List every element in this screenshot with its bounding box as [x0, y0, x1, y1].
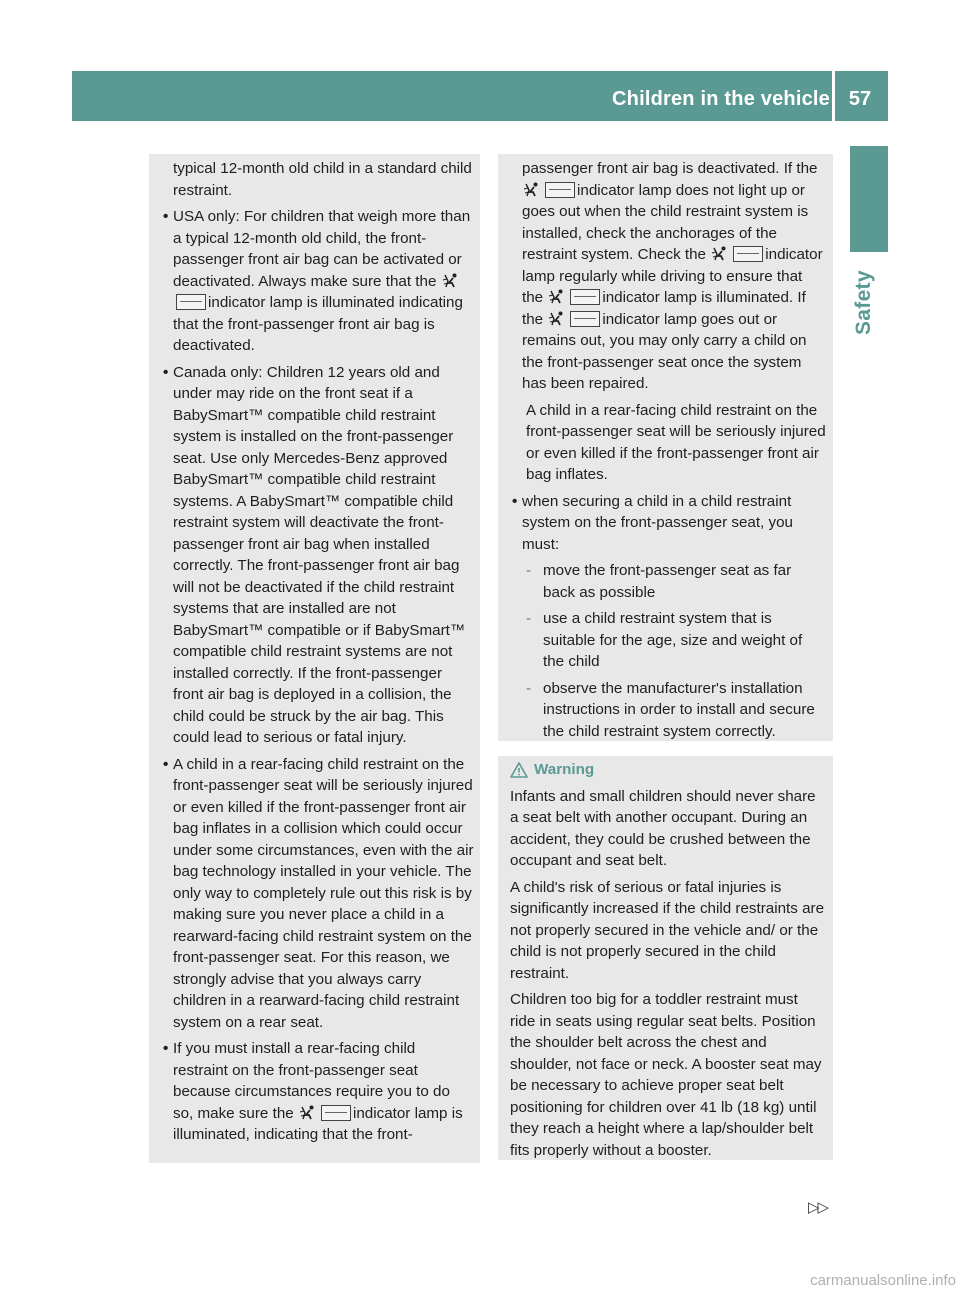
child-seat-icon — [523, 182, 541, 198]
continue-marker: ▷▷ — [808, 1199, 828, 1216]
left-column — [149, 154, 480, 1163]
intro-text: typical 12-month old child in a standard child restraint. — [173, 160, 472, 199]
warning-title: Warning — [534, 761, 595, 778]
warning-paragraph: Children too big for a toddler restraint must ride in seats using regular seat belts. Position the shoulder belt across the chest and shoulder, not face or neck. A booster seat may be necessary to achieve proper seat belt positioning for children over 41 lb (18 kg) until they reach a height where a lap/shoulder belt fits properly without a booster. — [510, 991, 822, 1159]
passenger-airbag-off-icon — [570, 289, 600, 305]
warning-heading — [510, 759, 827, 781]
canada-only-item: • Canada only: Children 12 years old and under may ride on the front seat if a BabySmart™ compatible child restraint system is installed on the front-passenger seat. Use only Mercedes-Benz approved BabySmart™ compatible child restraint systems. A BabySmart™ compatible child restraint system will deactivate the front-passenger front air bag when installed correctly. The front-passenger front air bag will not be deactivated if the child restraint systems that are installed are not BabySmart™ compatible or if BabySmart™ compatible child restraint systems are not installed correctly. If the front-passenger front air bag is deployed in a collision, the child could be struck by the air bag. This could lead to serious or fatal injury. — [149, 362, 474, 749]
cont-text-c: indicator lamp regularly while driving to ensure that the — [522, 246, 823, 306]
passenger-airbag-off-icon — [545, 182, 575, 198]
section-tab — [850, 146, 888, 252]
child-seat-icon — [548, 311, 566, 327]
usa-text-a: USA only: For children that weigh more than a typical 12-month old child, the front-passenger front air bag can be activated or deactivated. Always make sure that the — [173, 208, 471, 290]
rear-facing-paragraph: A child in a rear-facing child restraint on the front-passenger seat will be seriously injured or even killed if the front-passenger front air bag inflates. — [526, 401, 826, 483]
child-seat-icon — [442, 273, 460, 289]
securing-item: • when securing a child in a child restraint system on the front-passenger seat, you must: — [498, 491, 827, 556]
warning-triangle-icon — [510, 762, 528, 778]
must-install-text-a: If you must install a rear-facing child restraint on the front-passenger seat because circumstances require you to do so, make sure the — [173, 1040, 450, 1122]
cont-text-e: indicator lamp goes out or remains out, you may only carry a child on the front-passenger seat once the system has been repaired. — [522, 310, 807, 392]
usa-only-item — [149, 206, 474, 357]
continued-text — [498, 158, 827, 395]
passenger-airbag-off-icon — [570, 311, 600, 327]
page-number: 57 — [848, 88, 872, 110]
step-item: - move the front-passenger seat as far back as possible — [498, 560, 827, 603]
must-install-text-b: indicator lamp is illuminated, indicating that the front- — [173, 1104, 463, 1143]
warning-paragraph: A child's risk of serious or fatal injuries is significantly increased if the child restraints are not properly secured in the vehicle and/ or the child is not properly secured in the child restraint. — [510, 878, 825, 982]
child-seat-icon — [548, 289, 566, 305]
header-divider — [832, 71, 835, 121]
cont-text-a: passenger front air bag is deactivated. If the — [522, 160, 818, 177]
page-title: Children in the vehicle — [612, 88, 830, 110]
child-seat-icon — [299, 1105, 317, 1121]
usa-text-b: indicator lamp is illuminated indicating that the front-passenger front air bag is deactivated. — [173, 294, 463, 354]
child-seat-icon — [711, 246, 729, 262]
passenger-airbag-off-icon — [733, 246, 763, 262]
watermark: carmanualsonline.info — [810, 1272, 956, 1289]
section-label: Safety — [852, 270, 875, 335]
passenger-airbag-off-icon — [321, 1105, 351, 1121]
cont-text-b: indicator lamp does not light up or goes out when the child restraint system is installed, check the anchorages of the restraint system. Check the — [522, 181, 809, 263]
passenger-airbag-off-icon — [176, 294, 206, 310]
warning-box — [498, 756, 833, 1160]
must-install-item — [149, 1038, 474, 1146]
step-item: - observe the manufacturer's installation instructions in order to install and secure the child restraint system correctly. — [498, 678, 827, 743]
right-column-top — [498, 154, 833, 741]
step-item: - use a child restraint system that is suitable for the age, size and weight of the child — [498, 608, 827, 673]
rear-facing-item: • A child in a rear-facing child restraint on the front-passenger seat will be seriously injured or even killed if the front-passenger front air bag inflates in a collision which could occur under some circumstances, even with the air bag technology installed in your vehicle. The only way to completely rule out this risk is by making sure you never place a child in a rearward-facing child restraint system on the front-passenger seat. For this reason, we strongly advise that you always carry children in a rearward-facing child restraint system on a rear seat. — [149, 754, 474, 1034]
cont-text-d: indicator lamp is illuminated. If the — [522, 289, 806, 328]
warning-paragraph: Infants and small children should never share a seat belt with another occupant. During an accident, they could be crushed between the occupant and seat belt. — [510, 787, 816, 869]
